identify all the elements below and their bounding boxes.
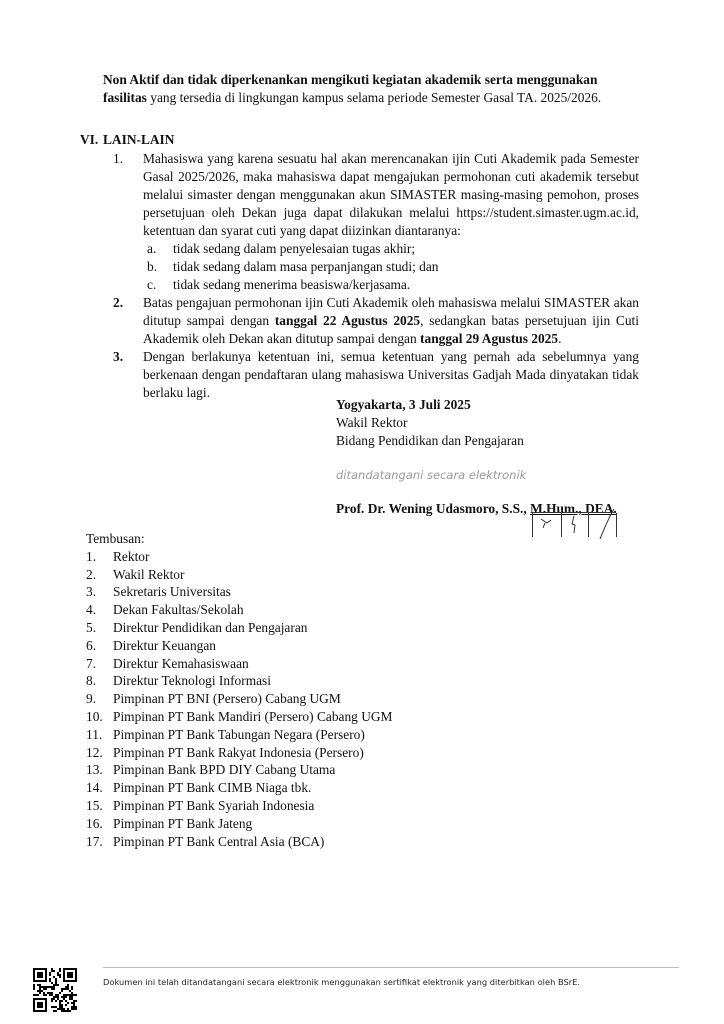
list-item [113,294,639,348]
item-number: 3. [113,349,124,364]
list-item: 16. Pimpinan PT Bank Jateng [86,815,253,831]
tembusan-list [86,530,392,850]
list-item: 6. Direktur Keuangan [86,637,216,653]
sub-item [143,276,639,294]
list-item: 9. Pimpinan PT BNI (Persero) Cabang UGM [86,691,341,707]
section-heading [80,132,174,148]
list-item: 11. Pimpinan PT Bank Tabungan Negara (Persero) [86,726,365,742]
item-body [143,294,639,348]
signer-title: Wakil Rektor [336,415,408,430]
item-text: Dengan berlakunya ketentuan ini, semua ketentuan yang pernah ada sebelumnya yang berkenaan dengan pendaftaran ulang mahasiswa Universitas Gadjah Mada dinyatakan tidak berlaku lagi. [143,349,639,400]
initial-mark-icon [533,513,561,537]
list-item [113,150,639,294]
section-title: LAIN-LAIN [103,132,175,147]
list-item: 12. Pimpinan PT Bank Rakyat Indonesia (Persero) [86,744,364,760]
tembusan-heading: Tembusan: [86,531,145,546]
list-item [113,348,639,402]
list-item: 5. Direktur Pendidikan dan Pengajaran [86,619,308,635]
item-body [143,150,639,294]
place-date: Yogyakarta, 3 Juli 2025 [336,397,471,412]
list-item: 14. Pimpinan PT Bank CIMB Niaga tbk. [86,780,312,796]
item-text: Mahasiswa yang karena sesuatu hal akan merencanakan ijin Cuti Akademik pada Semester Gasal 2025/2026, maka mahasiswa dapat mengajukan permohonan cuti akademik tersebut melalui simaster dengan menggunakan akun SIMASTER masing-masing pemohon, proses persetujuan oleh Dekan juga dapat dilakukan melalui https://student.simaster.ugm.ac.id, ketentuan dan syarat cuti yang dapat diizinkan diantaranya: [143,151,639,238]
e-signature-note: ditandatangani secara elektronik [336,468,527,482]
item-text-b: , sedangkan batas persetujuan ijin Cuti Akademik oleh Dekan akan ditutup sampai dengan [143,313,639,346]
list-item: 4. Dekan Fakultas/Sekolah [86,602,244,618]
sub-item-letter: a. [147,241,157,256]
initial-mark-icon [560,513,588,537]
section-items [113,150,639,402]
list-item: 15. Pimpinan PT Bank Syariah Indonesia [86,797,315,813]
initials-box [532,512,616,537]
initials-cell [532,513,562,537]
initial-mark-icon [588,503,628,543]
sub-item-text: tidak sedang dalam masa perpanjangan studi; dan [173,259,439,274]
list-item: 7. Direktur Kemahasiswaan [86,655,249,671]
sub-item-text: tidak sedang dalam penyelesaian tugas akhir; [173,241,416,256]
sub-item [143,258,639,276]
list-item: 8. Direktur Teknologi Informasi [86,673,271,689]
sub-item [143,240,639,258]
sub-item-letter: b. [147,259,158,274]
sub-item-text: tidak sedang menerima beasiswa/kerjasama. [173,277,411,292]
section-number: VI. [80,132,99,147]
item-deadline-submission: tanggal 22 Agustus 2025 [274,313,421,328]
intro-normal-text: yang tersedia di lingkungan kampus selama periode Semester Gasal TA. 2025/2026. [150,90,602,105]
footer-text: Dokumen ini telah ditandatangani secara elektronik menggunakan sertifikat elektronik yang diterbitkan oleh BSrE. [103,977,581,987]
intro-bold-text: Non Aktif dan tidak diperkenankan mengikuti kegiatan akademik serta menggunakan fasilitas [103,72,598,105]
footer-divider [103,967,679,968]
list-item: 17. Pimpinan PT Bank Central Asia (BCA) [86,833,325,849]
list-item: 1. Rektor [86,548,150,564]
signer-name-part: Prof. Dr. Wening Udasmoro, S.S., [336,501,531,516]
list-item: 2. Wakil Rektor [86,566,185,582]
item-number: 1. [113,151,124,166]
intro-paragraph [103,71,643,107]
signer-division: Bidang Pendidikan dan Pengajaran [336,433,524,448]
signer-degree: M.Hum., DEA. [530,501,617,516]
list-item: 3. Sekretaris Universitas [86,584,231,600]
signature-block [336,396,617,518]
initials-cell [560,513,589,537]
sub-item-letter: c. [147,277,157,292]
qr-code-icon[interactable] [33,968,77,1012]
list-item: 10. Pimpinan PT Bank Mandiri (Persero) Cabang UGM [86,708,393,724]
item-text-a: Batas pengajuan permohonan ijin Cuti Akademik oleh mahasiswa melalui SIMASTER akan ditutup sampai dengan [143,295,639,328]
item-number: 2. [113,295,124,310]
item-text-c: . [558,331,562,346]
list-item: 13. Pimpinan Bank BPD DIY Cabang Utama [86,762,336,778]
initials-cell [588,513,617,537]
item-deadline-approval: tanggal 29 Agustus 2025 [420,331,559,346]
